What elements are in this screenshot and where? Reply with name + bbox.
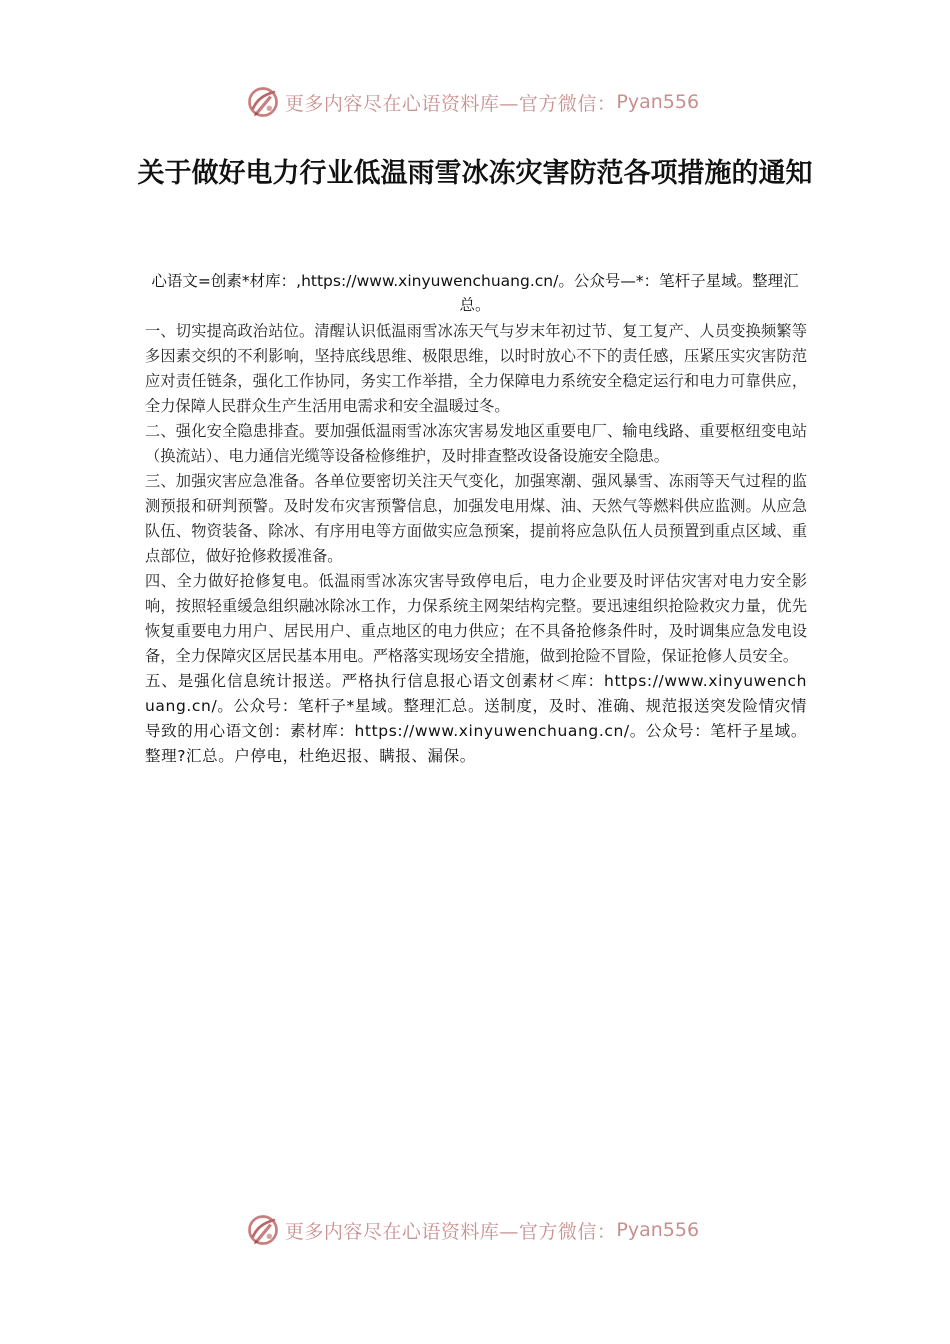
- banner-text: 更多内容尽在心语资料库—官方微信：: [284, 1220, 617, 1243]
- paragraph-5: 五、是强化信息统计报送。严格执行信息报心语文创素材＜库：https://www.xinyuwenchuang.cn/。公众号：笔杆子*星域。整理汇总。送制度，及时、准确、规范报送突发险情灾情导致的用心语文创：素材库：https://www.xinyuwenchuang.cn/。公众号：笔杆子星域。整理?汇总。户停电，杜绝迟报、瞒报、漏保。: [145, 672, 807, 765]
- banner-wechat-id: Pyan556: [616, 1219, 700, 1241]
- banner-content: [245, 1212, 699, 1248]
- pen-swirl-logo-icon: [245, 1212, 281, 1248]
- header-banner: [0, 82, 950, 122]
- paragraph-4: 四、全力做好抢修复电。低温雨雪冰冻灾害导致停电后，电力企业要及时评估灾害对电力安全影响，按照轻重缓急组织融冰除冰工作，力保系统主网架结构完整。要迅速组织抢险救灾力量，优先恢复重要电力用户、居民用户、重点地区的电力供应；在不具备抢修条件时，及时调集应急发电设备，全力保障灾区居民基本用电。严格落实现场安全措施，做到抢险不冒险，保证抢修人员安全。: [145, 572, 807, 665]
- paragraph-2: 二、强化安全隐患排查。要加强低温雨雪冰冻灾害易发地区重要电厂、输电线路、重要枢纽变电站（换流站）、电力通信光缆等设备检修维护，及时排查整改设备设施安全隐患。: [145, 422, 807, 465]
- banner-wechat-id: Pyan556: [616, 91, 700, 113]
- pen-swirl-logo-icon: [245, 84, 281, 120]
- document-body: [145, 319, 807, 769]
- paragraph-1: 一、切实提高政治站位。清醒认识低温雨雪冰冻天气与岁末年初过节、复工复产、人员变换频繁等多因素交织的不利影响，坚持底线思维、极限思维，以时时放心不下的责任感，压紧压实灾害防范应对责任链条，强化工作协同，务实工作举措，全力保障电力系统安全稳定运行和电力可靠供应，全力保障人民群众生产生活用电需求和安全温暖过冬。: [145, 322, 807, 415]
- footer-banner: [0, 1210, 950, 1250]
- banner-text: 更多内容尽在心语资料库—官方微信：: [284, 92, 617, 115]
- document-title: 关于做好电力行业低温雨雪冰冻灾害防范各项措施的通知: [137, 158, 813, 189]
- paragraph-3: 三、加强灾害应急准备。各单位要密切关注天气变化，加强寒潮、强风暴雪、冻雨等天气过程的监测预报和研判预警。及时发布灾害预警信息，加强发电用煤、油、天然气等燃料供应监测。从应急队伍、物资装备、除冰、有序用电等方面做实应急预案，提前将应急队伍人员预置到重点区域、重点部位，做好抢修救援准备。: [145, 472, 807, 565]
- source-line: 心语文=创素*材库：,https://www.xinyuwenchuang.cn/。公众号—*：笔杆子星域。整理汇总。: [151, 272, 799, 314]
- banner-content: [245, 84, 699, 120]
